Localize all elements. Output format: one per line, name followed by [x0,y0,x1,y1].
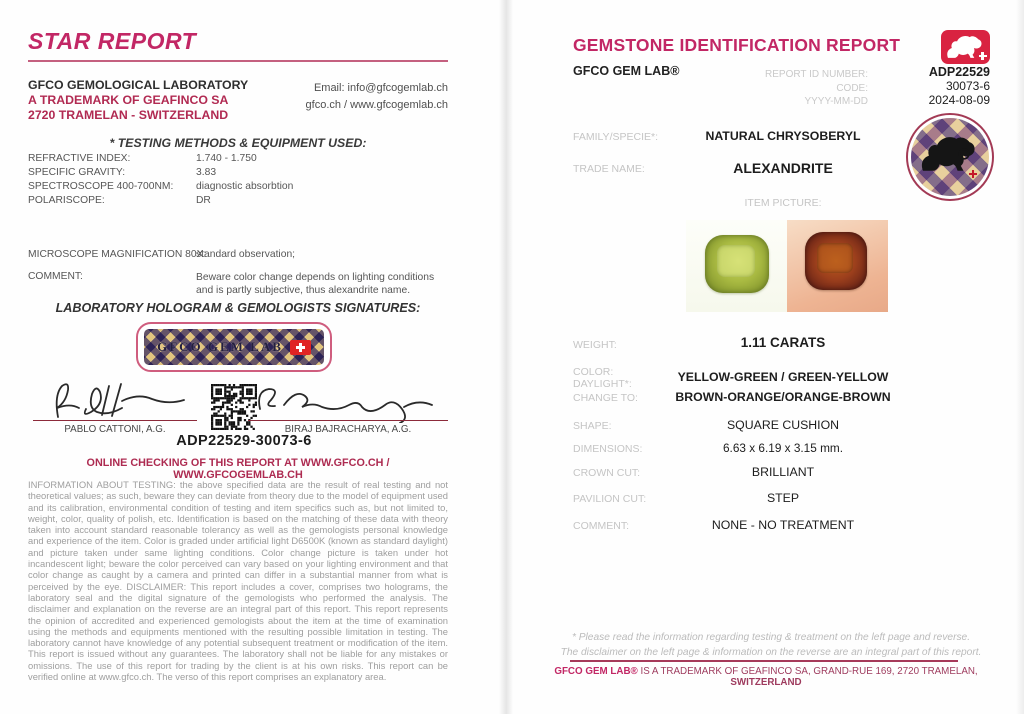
hologram-signatures-header: LABORATORY HOLOGRAM & GEMOLOGISTS SIGNATURES: [55,301,421,315]
testing-methods-header: * TESTING METHODS & EQUIPMENT USED: [109,136,367,150]
crown-cut-label: CROWN CUT: [573,467,641,479]
gem-photo-incandescent [787,220,888,312]
trade-name-value: ALEXANDRITE [733,160,833,176]
dimensions-label: DIMENSIONS: [573,443,643,455]
gorilla-silhouette-icon [917,134,983,174]
comment-value-right: NONE - NO TREATMENT [711,518,855,532]
lab-address-line: 2720 TRAMELAN - SWITZERLAND [28,108,229,122]
lab-contact-block [240,80,448,114]
comment-label: COMMENT: [28,271,83,282]
color-label-2: DAYLIGHT*: [573,378,632,390]
date-format-label: YYYY-MM-DD [804,96,868,107]
email-line: Email: info@gfcogemlab.ch [313,82,448,94]
color-label-1: COLOR: [573,366,614,378]
gem-incandescent [805,232,867,290]
hologram-strip [144,329,324,365]
comment-value: Beware color change depends on lighting conditions and is partly subjective, thus alexandrite name. [196,272,435,296]
hologram-sticker [136,322,332,372]
website-line: gfco.ch / www.gfcogemlab.ch [305,99,448,111]
swiss-flag-icon [290,340,311,355]
color-change-value: BROWN-ORANGE/ORANGE-BROWN [675,390,891,404]
code-value: 30073-6 [945,78,990,93]
title-rule [28,60,448,62]
shape-value: SQUARE CUSHION [726,418,840,432]
microscope-label: MICROSCOPE MAGNIFICATION 80X: [28,249,207,260]
signer-name-right: BIRAJ BAJRACHARYA, A.G. [284,424,412,435]
microscope-value: standard observation; [196,249,296,260]
weight-label: WEIGHT: [573,339,617,351]
comment-label-right: COMMENT: [573,520,629,532]
family-label: FAMILY/SPECIE*: [573,131,658,143]
pavilion-cut-label: PAVILION CUT: [573,493,647,505]
scan-edge [1016,0,1024,714]
weight-value: 1.11 CARATS [740,335,826,350]
left-page-title: STAR REPORT [28,28,197,54]
trademark-prefix: GFCO GEM LAB® [554,666,638,677]
shape-label: SHAPE: [573,420,612,432]
family-value: NATURAL CHRYSOBERYL [705,129,861,143]
crown-cut-value: BRILLIANT [751,465,815,479]
dimensions-value: 6.63 x 6.19 x 3.15 mm. [723,441,843,455]
trademark-footer [546,666,986,688]
hologram-label: GFCO GEM LAB [157,339,283,354]
row-label: POLARISCOPE: [28,195,105,206]
page-seam [499,0,513,714]
report-code: ADP22529-30073-6 [176,433,312,449]
change-to-label: CHANGE TO: [573,392,638,404]
footnote-2: The disclaimer on the left page & information on the reverse are an integral part of this report. [560,647,982,658]
signature-rule-left [33,420,197,421]
gfco-gorilla-logo-icon [941,30,990,64]
row-value: 3.83 [196,167,217,178]
row-label: SPECTROSCOPE 400-700NM: [28,181,174,192]
item-photo [686,220,888,312]
gem-photo-daylight [686,220,787,312]
information-paragraph: INFORMATION ABOUT TESTING: the above specified data are the result of real testing and not theoretical values; as such, beware they can deviate from theory due to the model of equipment used and its calibration, environmental condition of testing and item specifics such as, but not limited to, weight, color, quality of polish, etc. Identification is based on the matching of these data with theory taken into account standard reasonable tolerancy as well as the gemologists personal knowledge and experience of the item. Color is graded under artificial light D6500K (known as standard daylight) and picture taken under same lighting conditions. Color change picture is taken under hot incandescent light; beware the color perceived can vary based on your lighting environment and that color change as caught by a camera and printed can differ in a substantial manner from what is perceived by the eye. DISCLAIMER: This report includes a cover, comprises two holograms, the laboratory seal and the digital signature of the gemologists who performed the analysis. The disclaimer and explanation on the reverse are an integral part of this report. This report represents the opinion of accredited and experienced gemologists about the item at the time of examination using the methods and equipments mentioned with the resulting possible limitation in testing. The laboratory cannot have knowledge of any potential subsequent treatment or modification of the item. This report is issued without any guarantees. The laboratory shall not be liable for any mistakes or omissions. The use of this report for trading by the client is at his own risks. This report can be verified online at www.gfco.ch. The verso of this report comprises an explanatory area. [28,479,448,683]
report-id-value: ADP22529 [928,65,990,79]
signer-name-left: PABLO CATTONI, A.G. [64,424,166,435]
gem-daylight [705,235,769,293]
row-label: SPECIFIC GRAVITY: [28,167,126,178]
signature-right [252,383,448,423]
row-value: 1.740 - 1.750 [196,153,257,164]
trademark-rest: IS A TRADEMARK OF GEAFINCO SA, GRAND-RUE 169, 2720 TRAMELAN, [637,666,978,677]
trademark-country: SWITZERLAND [730,677,802,688]
report-id-label: REPORT ID NUMBER: [765,69,868,80]
pavilion-cut-value: STEP [766,491,800,505]
date-value: 2024-08-09 [928,92,990,107]
report-meta-labels [700,68,868,109]
signature-rule-right [248,420,448,421]
report-meta-values [876,66,990,107]
row-value: DR [196,195,211,206]
lab-name: GFCO GEMOLOGICAL LABORATORY [28,78,249,92]
footer-rule [570,660,958,662]
red-cross-icon [969,170,977,178]
gem-lab-name: GFCO GEM LAB® [573,64,680,78]
lab-trademark-line: A TRADEMARK OF GEAFINCO SA [28,93,229,107]
online-checking-line: ONLINE CHECKING OF THIS REPORT AT WWW.GFCO.CH / WWW.GFCOGEMLAB.CH [86,457,390,481]
code-label: CODE: [836,82,868,94]
circular-hologram-sticker [906,113,994,201]
row-label: REFRACTIVE INDEX: [28,153,131,164]
row-value: diagnostic absorbtion [196,181,294,192]
item-picture-label: ITEM PICTURE: [744,197,822,209]
color-daylight-value: YELLOW-GREEN / GREEN-YELLOW [677,370,889,384]
signature-left [42,381,192,421]
right-page-title: GEMSTONE IDENTIFICATION REPORT [573,35,901,55]
footnote-1: * Please read the information regarding testing & treatment on the left page and reverse. [571,632,971,643]
trade-name-label: TRADE NAME: [573,163,645,175]
